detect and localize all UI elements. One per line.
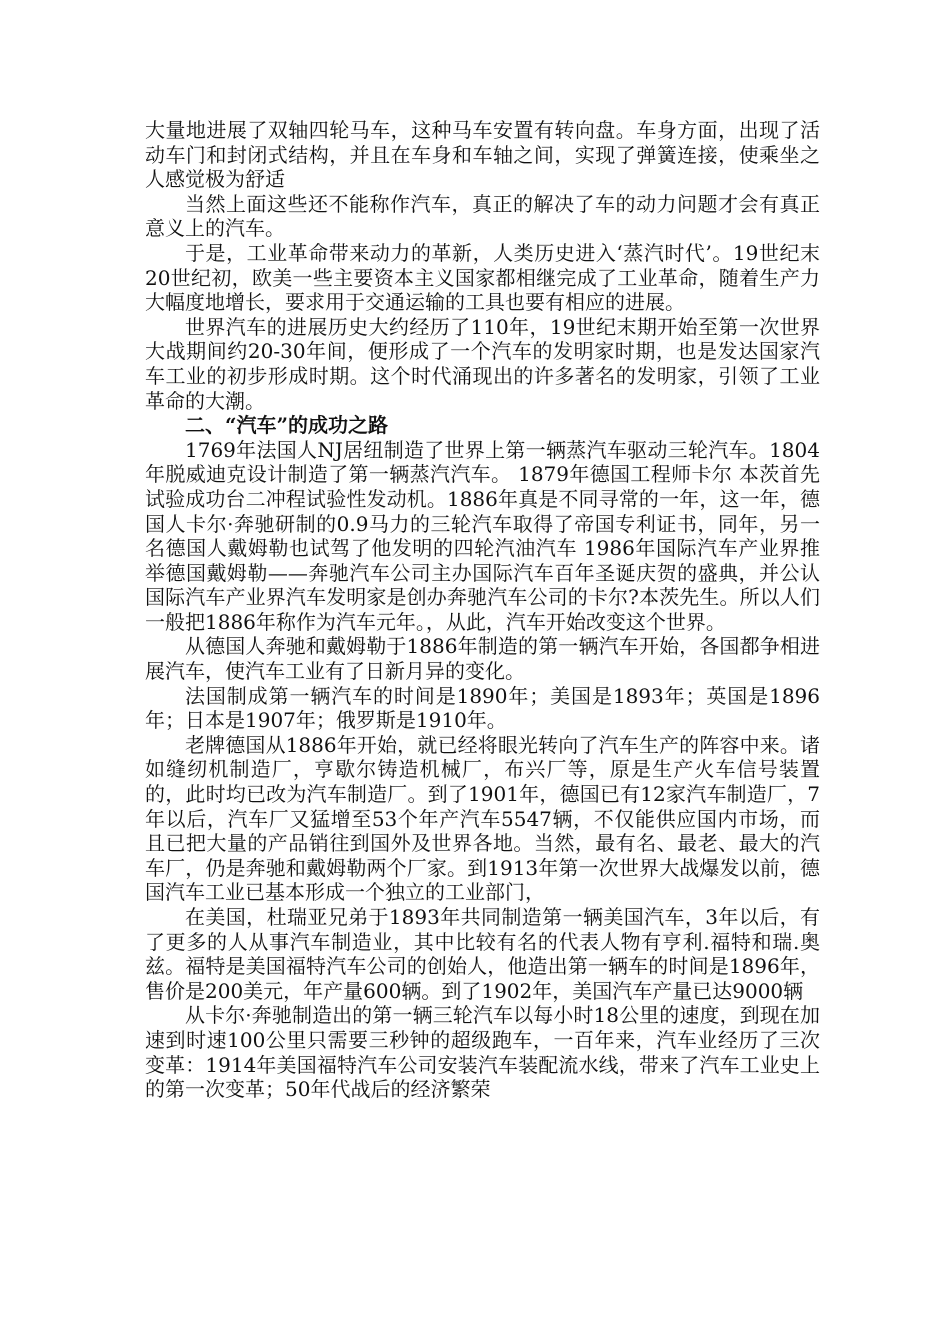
paragraph-5: 1769年法国人NJ居纽制造了世界上第一辆蒸汽车驱动三轮汽车。1804年脱威迪克设计制造了第一辆蒸汽汽车。 1879年德国工程师卡尔 本茨首先试验成功台二冲程试验性发动机。1886年真是不同寻常的一年，这一年，德国人卡尔·奔驰研制的0.9马力的三轮汽车取得了帝国专利证书，同年，另一名德国人戴姆勒也试驾了他发明的四轮汽油汽车 1986年国际汽车产业界推举德国戴姆勒——奔驰汽车公司主办国际汽车百年圣诞庆贺的盛典，并公认国际汽车产业界汽车发明家是创办奔驰汽车公司的卡尔?本茨先生。所以人们一般把1886年称作为汽车元年。，从此，汽车开始改变这个世界。 (145, 437, 820, 634)
document-page (145, 118, 820, 1102)
paragraph-8: 老牌德国从1886年开始，就已经将眼光转向了汽车生产的阵容中来。诸如缝纫机制造厂，亨歇尔铸造机械厂，布兴厂等，原是生产火车信号装置的，此时均已改为汽车制造厂。到了1901年，德国已有12家汽车制造厂，7年以后，汽车厂又猛增至53个年产汽车5547辆，不仅能供应国内市场，而且已把大量的产品销往到国外及世界各地。当然，最有名、最老、最大的汽车厂，仍是奔驰和戴姆勒两个厂家。到1913年第一次世界大战爆发以前，德国汽车工业已基本形成一个独立的工业部门， (145, 732, 820, 905)
paragraph-9: 在美国，杜瑞亚兄弟于1893年共同制造第一辆美国汽车，3年以后，有了更多的人从事汽车制造业，其中比较有名的代表人物有亨利.福特和瑞.奥兹。福特是美国福特汽车公司的创始人，他造出第一辆车的时间是1896年，售价是200美元，年产量600辆。到了1902年，美国汽车产量已达9000辆 (145, 905, 820, 1003)
section-heading: 二、“汽车”的成功之路 (185, 413, 389, 438)
paragraph-3: 于是，工业革命带来动力的革新，人类历史进入‘蒸汽时代’。19世纪末20世纪初，欧美一些主要资本主义国家都相继完成了工业革命，随着生产力大幅度地增长，要求用于交通运输的工具也要有相应的进展。 (145, 240, 820, 315)
paragraph-4: 世界汽车的进展历史大约经历了110年，19世纪末期开始至第一次世界大战期间约20-30年间，便形成了一个汽车的发明家时期，也是发达国家汽车工业的初步形成时期。这个时代涌现出的许多著名的发明家，引领了工业革命的大潮。 (145, 314, 820, 413)
paragraph-6: 从德国人奔驰和戴姆勒于1886年制造的第一辆汽车开始，各国都争相进展汽车，使汽车工业有了日新月异的变化。 (145, 634, 820, 684)
paragraph-2: 当然上面这些还不能称作汽车，真正的解决了车的动力问题才会有真正意义上的汽车。 (145, 191, 820, 241)
paragraph-1: 大量地进展了双轴四轮马车，这种马车安置有转向盘。车身方面，出现了活动车门和封闭式结构，并且在车身和车轴之间，实现了弹簧连接，使乘坐之人感觉极为舒适 (145, 118, 820, 192)
paragraph-7: 法国制成第一辆汽车的时间是1890年；美国是1893年；英国是1896年；日本是1907年；俄罗斯是1910年。 (145, 683, 820, 733)
paragraph-10: 从卡尔·奔驰制造出的第一辆三轮汽车以每小时18公里的速度，到现在加速到时速100公里只需要三秒钟的超级跑车，一百年来，汽车业经历了三次变革：1914年美国福特汽车公司安装汽车装配流水线，带来了汽车工业史上的第一次变革；50年代战后的经济繁荣 (145, 1003, 820, 1102)
